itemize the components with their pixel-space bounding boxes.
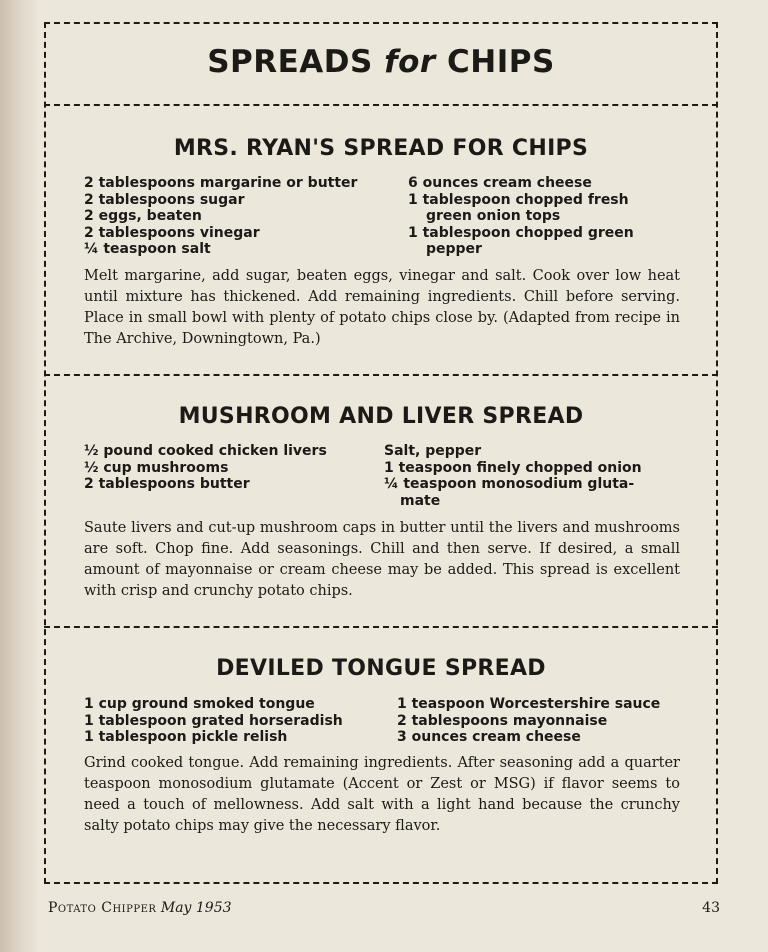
section-divider — [44, 626, 718, 628]
ingredient-item: 1 tablespoon chopped green — [408, 224, 634, 241]
issue-date: May 1953 — [160, 900, 232, 916]
recipe-title: DEVILED TONGUE SPREAD — [216, 656, 546, 681]
ingredient-item: 1 tablespoon pickle relish — [84, 729, 288, 746]
page-title-part1: SPREADS — [207, 44, 373, 80]
ingredient-item: 1 tablespoon grated horseradish — [84, 712, 343, 729]
ingredient-item: 1 cup ground smoked tongue — [84, 696, 315, 712]
ingredient-item: 2 eggs, beaten — [84, 208, 202, 225]
ingredient-list-right — [397, 696, 660, 746]
page-number: 43 — [702, 900, 720, 916]
ingredient-list-left — [84, 443, 327, 493]
section-divider — [44, 104, 718, 106]
ingredient-item: 1 teaspoon Worcestershire sauce — [397, 696, 661, 712]
recipe-title: MUSHROOM AND LIVER SPREAD — [178, 404, 584, 429]
ingredient-list-left — [84, 175, 357, 258]
recipe-title: MRS. RYAN'S SPREAD FOR CHIPS — [173, 136, 589, 161]
ingredient-item: 1 tablespoon chopped fresh — [408, 191, 629, 208]
ingredient-item: 1 teaspoon finely chopped onion — [384, 459, 642, 476]
ingredient-item: ¼ teaspoon monosodium gluta- — [384, 476, 635, 493]
ingredient-item: 2 tablespoons mayonnaise — [397, 712, 608, 729]
page-footer — [48, 900, 232, 916]
ingredient-item: green onion tops — [426, 208, 561, 225]
ingredient-item: 2 tablespoons sugar — [84, 191, 245, 208]
ingredient-item: mate — [400, 492, 441, 509]
book-spine-shadow — [0, 0, 40, 952]
ingredient-item: 3 ounces cream cheese — [397, 729, 581, 746]
recipe-method: Melt margarine, add sugar, beaten eggs, vinegar and salt. Cook over low heat until mixture has thickened. Add remaining ingredients. Chill before serving. Place in small bowl with plenty of potato chips close by. (Adapted from recipe in The Archive, Downingtown, Pa.) — [84, 268, 680, 347]
ingredient-list-left — [84, 696, 343, 746]
ingredient-list-right — [384, 443, 642, 509]
ingredient-item: Salt, pepper — [384, 443, 482, 459]
ingredient-item: 6 ounces cream cheese — [408, 175, 592, 191]
page-title — [44, 44, 718, 80]
page-title-part2: for — [384, 44, 436, 80]
recipe-method: Grind cooked tongue. Add remaining ingredients. After seasoning add a quarter teaspoon monosodium glutamate (Accent or Zest or MSG) if flavor seems to need a touch of mellowness. Add salt with a light hand because the crunchy salty potato chips may give the necessary flavor. — [84, 755, 680, 834]
ingredient-item: 2 tablespoons vinegar — [84, 224, 260, 241]
recipe-method: Saute livers and cut-up mushroom caps in butter until the livers and mushrooms are soft. Chop fine. Add seasonings. Chill and then serve. If desired, a small amount of mayonnaise or cream cheese may be added. This spread is excellent with crisp and crunchy potato chips. — [84, 520, 680, 599]
section-divider — [44, 374, 718, 376]
page-title-part3: CHIPS — [447, 44, 555, 80]
ingredient-item: ¼ teaspoon salt — [84, 241, 211, 258]
ingredient-item: ½ cup mushrooms — [84, 459, 229, 476]
ingredient-list-right — [408, 175, 634, 258]
ingredient-item: 2 tablespoons butter — [84, 476, 250, 493]
ingredient-item: pepper — [426, 241, 482, 258]
ingredient-item: 2 tablespoons margarine or butter — [84, 175, 358, 191]
magazine-name: Potato Chipper — [48, 900, 157, 916]
ingredient-item: ½ pound cooked chicken livers — [84, 443, 327, 459]
